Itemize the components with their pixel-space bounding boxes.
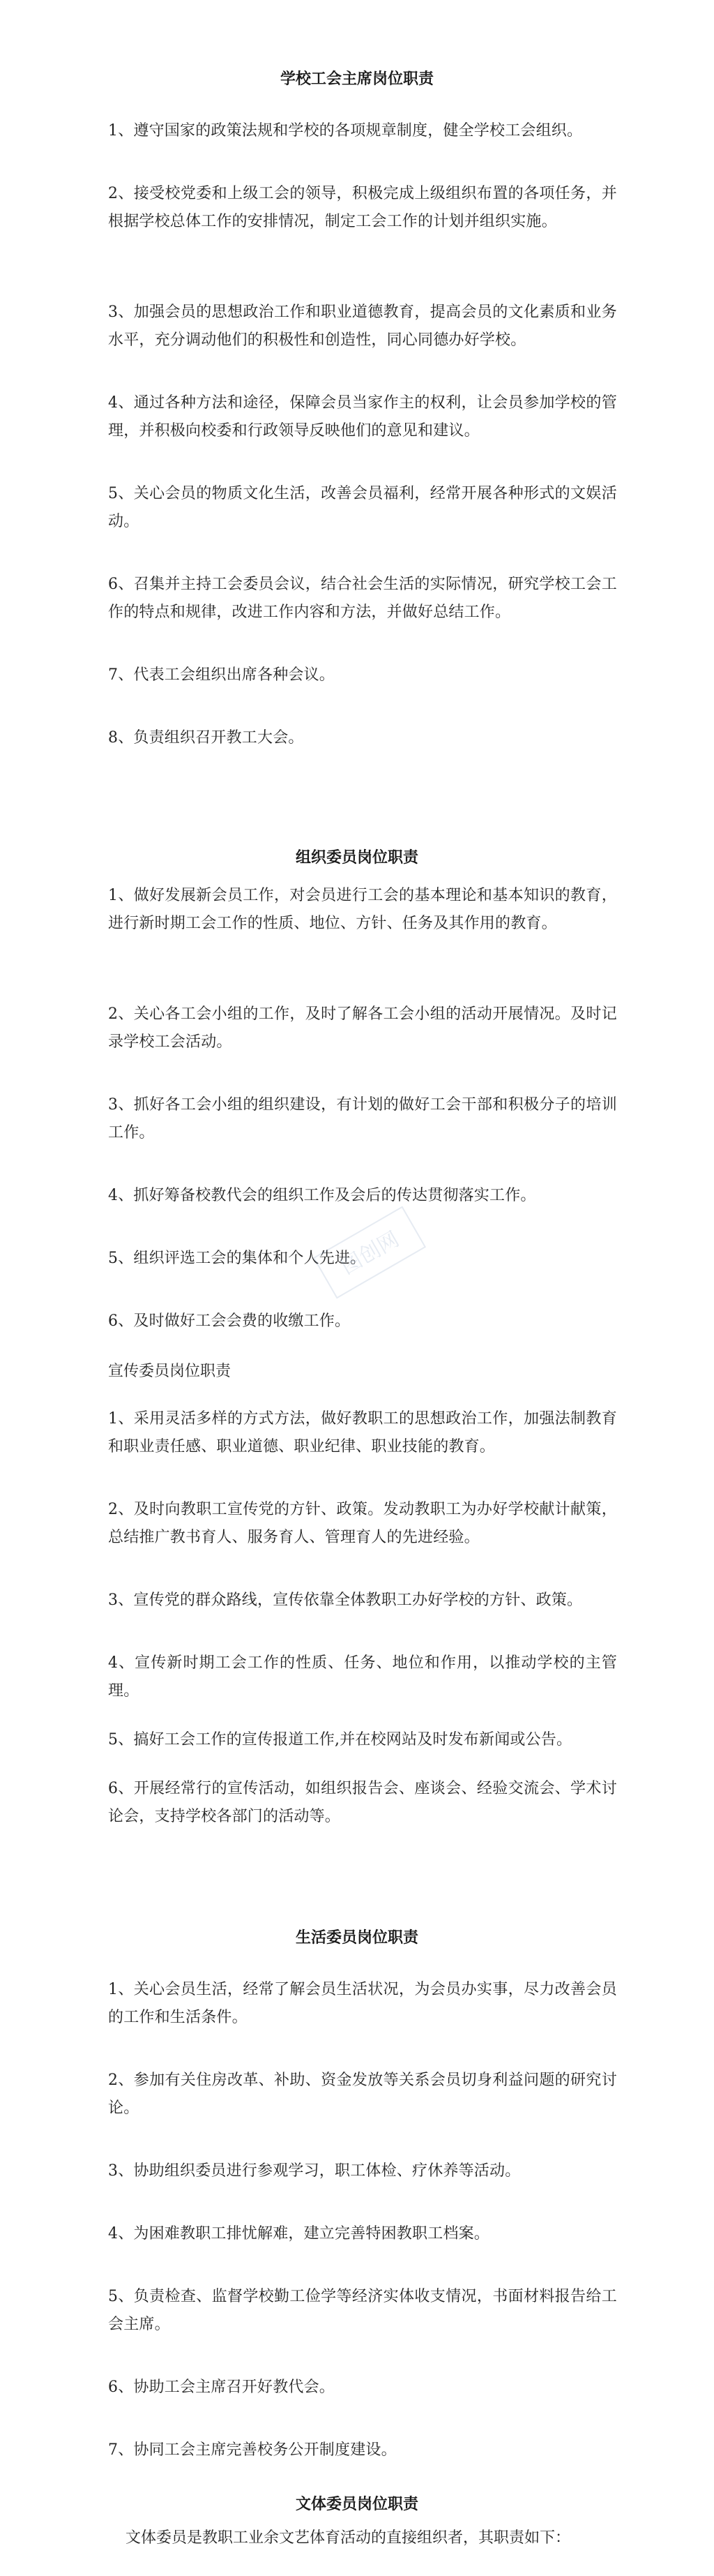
welfare-duty-4: 4、为困难教职工排忧解难，建立完善特困教职工档案。	[108, 2225, 489, 2242]
section-title-welfare: 生活委员岗位职责	[295, 1929, 418, 1947]
welfare-duty-1: 1、关心会员生活，经常了解会员生活状况，为会员办实事，尽力改善会员的工作和生活条件。	[108, 1981, 617, 2026]
welfare-duty-2: 2、参加有关住房改革、补助、资金发放等关系会员切身利益问题的研究讨论。	[108, 2072, 617, 2117]
organization-duty-6: 6、及时做好工会会费的收缴工作。	[108, 1312, 351, 1330]
welfare-duty-3: 3、协助组织委员进行参观学习，职工体检、疗休养等活动。	[108, 2162, 521, 2180]
watermark-logo	[312, 1205, 427, 1300]
publicity-duty-2: 2、及时向教职工宣传党的方针、政策。发动教职工为办好学校献计献策，总结推广教书育人、服务育人、管理育人的先进经验。	[108, 1501, 617, 1546]
chairman-duty-8: 8、负责组织召开教工大会。	[108, 729, 304, 747]
culture-sports-intro: 文体委员是教职工业余文艺体育活动的直接组织者，其职责如下：	[126, 2529, 571, 2547]
organization-duty-4: 4、抓好筹备校教代会的组织工作及会后的传达贯彻落实工作。	[108, 1187, 536, 1204]
publicity-duty-6: 6、开展经常行的宣传活动，如组织报告会、座谈会、经验交流会、学术讨论会，支持学校各部门的活动等。	[108, 1780, 617, 1825]
welfare-duty-5: 5、负责检查、监督学校勤工俭学等经济实体收支情况，书面材料报告给工会主席。	[108, 2288, 617, 2333]
section-title-chairman: 学校工会主席岗位职责	[280, 70, 434, 88]
welfare-duty-7: 7、协同工会主席完善校务公开制度建设。	[108, 2441, 397, 2459]
chairman-duty-7: 7、代表工会组织出席各种会议。	[108, 666, 335, 684]
chairman-duty-4: 4、通过各种方法和途径，保障会员当家作主的权利，让会员参加学校的管理，并积极向校委和行政领导反映他们的意见和建议。	[108, 394, 617, 440]
section-title-publicity: 宣传委员岗位职责	[108, 1363, 231, 1380]
organization-duty-1: 1、做好发展新会员工作，对会员进行工会的基本理论和基本知识的教育，进行新时期工会工作的性质、地位、方针、任务及其作用的教育。	[108, 887, 617, 932]
chairman-duty-3: 3、加强会员的思想政治工作和职业道德教育，提高会员的文化素质和业务水平，充分调动他们的积极性和创造性，同心同德办好学校。	[108, 304, 617, 349]
section-title-culture-sports: 文体委员岗位职责	[295, 2495, 418, 2513]
organization-duty-5: 5、组织评选工会的集体和个人先进。	[108, 1250, 366, 1267]
publicity-duty-4: 4、宣传新时期工会工作的性质、任务、地位和作用，以推动学校的主管理。	[108, 1654, 617, 1700]
chairman-duty-2: 2、接受校党委和上级工会的领导，积极完成上级组织布置的各项任务，并根据学校总体工作的安排情况，制定工会工作的计划并组织实施。	[108, 185, 617, 230]
publicity-duty-1: 1、采用灵活多样的方式方法，做好教职工的思想政治工作，加强法制教育和职业责任感、职业道德、职业纪律、职业技能的教育。	[108, 1410, 617, 1455]
watermark-text: 图创网	[337, 1227, 404, 1280]
chairman-duty-1: 1、遵守国家的政策法规和学校的各项规章制度，健全学校工会组织。	[108, 122, 583, 140]
organization-duty-2: 2、关心各工会小组的工作，及时了解各工会小组的活动开展情况。及时记录学校工会活动。	[108, 1005, 617, 1051]
organization-duty-3: 3、抓好各工会小组的组织建设，有计划的做好工会干部和积极分子的培训工作。	[108, 1096, 617, 1141]
welfare-duty-6: 6、协助工会主席召开好教代会。	[108, 2379, 335, 2396]
publicity-duty-5: 5、搞好工会工作的宣传报道工作,并在校网站及时发布新闻或公告。	[108, 1731, 572, 1748]
section-title-organization: 组织委员岗位职责	[295, 848, 418, 867]
chairman-duty-5: 5、关心会员的物质文化生活，改善会员福利，经常开展各种形式的文娱活动。	[108, 485, 617, 530]
chairman-duty-6: 6、召集并主持工会委员会议，结合社会生活的实际情况，研究学校工会工作的特点和规律，改进工作内容和方法，并做好总结工作。	[108, 576, 617, 621]
publicity-duty-3: 3、宣传党的群众路线，宣传依靠全体教职工办好学校的方针、政策。	[108, 1592, 583, 1609]
